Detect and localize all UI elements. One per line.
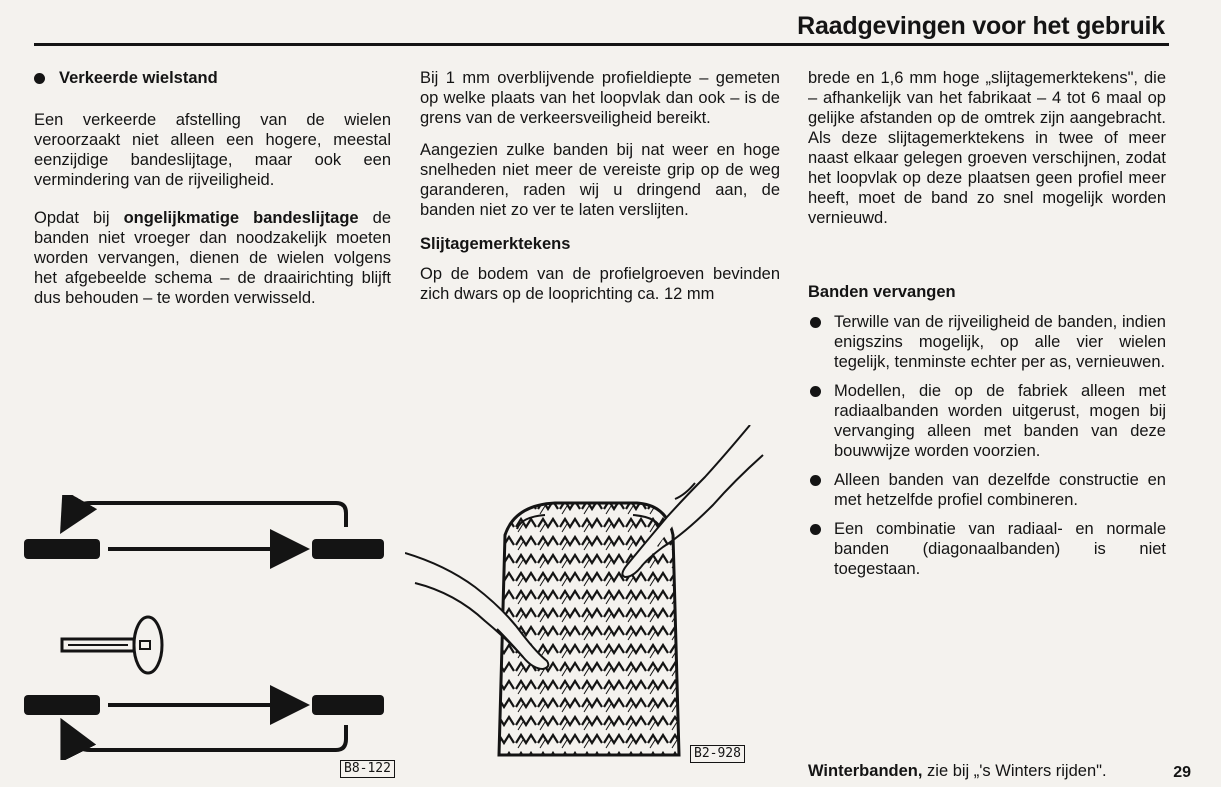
- section-heading-wheel-alignment: [34, 68, 391, 88]
- page-number: 29: [1173, 764, 1191, 781]
- paragraph: Bij 1 mm overblijvende profieldiepte – gemeten op welke plaats van het loopvlak dan ook – is de grens van de verkeersveiligheid bereikt.: [420, 69, 780, 127]
- list-item: Alleen banden van dezelfde constructie en met hetzelfde profiel combineren.: [808, 470, 1166, 510]
- bullet-list: [808, 312, 1166, 579]
- list-item: Een combinatie van radiaal- en normale banden (diagonaalbanden) is niet toegestaan.: [808, 519, 1166, 579]
- paragraph: Op de bodem van de profielgroeven bevinden zich dwars op de looprichting ca. 12 mm: [420, 265, 780, 303]
- bullet-icon: [34, 73, 45, 84]
- bullet-icon: [810, 524, 821, 535]
- column-1: [34, 68, 391, 308]
- subheading-replacing-tyres: Banden vervangen: [808, 283, 956, 301]
- paragraph: Opdat bij ongelijkmatige bandeslijtage de banden niet vroeger dan noodzakelijk moeten worden vervangen, dienen de wielen volgens het afgebeelde schema – de draairichting blijft dus behouden – te worden verwisseld.: [34, 209, 391, 307]
- header-rule: [34, 43, 1169, 46]
- paragraph: Een verkeerde afstelling van de wielen veroorzaakt niet alleen een hogere, meestal eenzijdige bandeslijtage, maar ook een vermindering van de rijveiligheid.: [34, 111, 391, 189]
- list-item: Modellen, die op de fabriek alleen met radiaalbanden worden uitgerust, mogen bij vervanging alleen met banden van deze bouwwijze worden voorzien.: [808, 381, 1166, 461]
- subheading-wear-indicators: Slijtagemerktekens: [420, 235, 571, 253]
- bold-term: ongelijkmatige bandeslijtage: [123, 209, 359, 227]
- figure-label-rotation: B8-122: [340, 760, 395, 778]
- bullet-icon: [810, 475, 821, 486]
- bullet-icon: [810, 317, 821, 328]
- paragraph: brede en 1,6 mm hoge „slijtagemerktekens", die – afhankelijk van het fabrikaat – 4 tot 6 maal op gelijke afstanden op de omtrek zijn aangebracht. Als deze slijtagemerktekens in twee of meer naast elkaar gelegen groeven verschijnen, zodat het loopvlak op deze plaatsen geen profiel meer heeft, moet de band zo snel mogelijk worden vernieuwd.: [808, 69, 1166, 227]
- column-3: [808, 68, 1166, 588]
- heading-text: Verkeerde wielstand: [59, 69, 218, 87]
- bullet-icon: [810, 386, 821, 397]
- page-title: Raadgevingen voor het gebruik: [797, 12, 1165, 40]
- figure-label-tyre: B2-928: [690, 745, 745, 763]
- tyre-rotation-diagram: [20, 495, 400, 760]
- paragraph: Aangezien zulke banden bij nat weer en hoge snelheden niet meer de vereiste grip op de weg garanderen, raden wij u dringend aan, de banden niet zo ver te laten verslijten.: [420, 141, 780, 219]
- footer-note: Winterbanden, zie bij „'s Winters rijden".: [808, 762, 1107, 780]
- list-item: Terwille van de rijveiligheid de banden, indien enigszins mogelijk, op alle vier wielen tegelijk, tenminste echter per as, vernieuwen.: [808, 312, 1166, 372]
- tyre-tread-illustration: [405, 425, 765, 765]
- column-2: [420, 68, 780, 304]
